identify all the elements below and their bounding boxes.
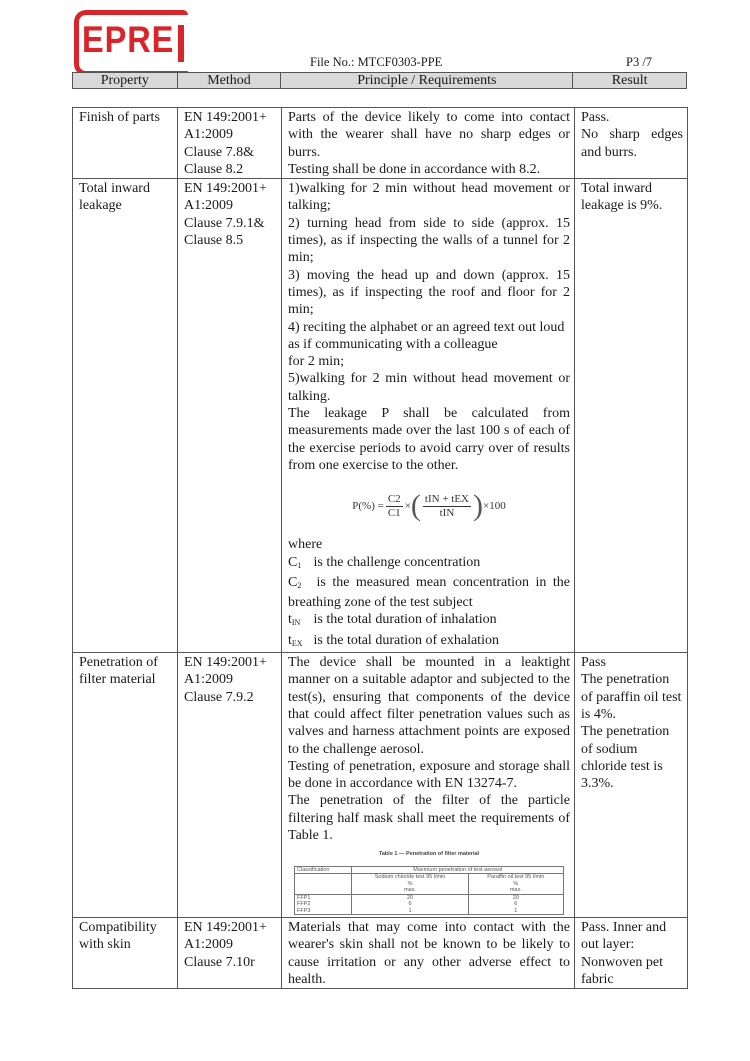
penetration-limits-table	[294, 866, 564, 916]
result-text: The penetration of sodium chloride test is 3.3%.	[581, 724, 670, 792]
table1-row	[295, 908, 564, 915]
result-text: No sharp edges and burrs.	[581, 127, 683, 160]
property-text: leakage	[79, 198, 122, 214]
table-row	[73, 108, 688, 179]
method-text: A1:2009	[184, 127, 233, 143]
definition-item	[288, 632, 570, 652]
requirement-paragraph: The device shall be mounted in a leaktight manner on a suitable adaptor and subjected to the test(s), ensuring that components of the device that could affect filter penetration values such as valves and harness attachment points are exposed to the challenge aerosol.	[288, 655, 570, 757]
table-row	[73, 918, 688, 989]
symbol-base: t	[288, 632, 292, 648]
exercise-step: 3) moving the head up and down (approx. 15 times), as if inspecting the roof and floor for 2 min;	[288, 267, 570, 318]
header-line: max.	[509, 887, 522, 894]
where-label: where	[288, 537, 323, 553]
method-text: EN 149:2001+	[184, 181, 267, 197]
exercise-step: 2) turning head from side to side (approx. 15 times), as if inspecting the walls of a tunnel for 2 min;	[288, 215, 570, 266]
table1-paraffin-value: 20	[468, 894, 563, 901]
formula-paren-close: )	[473, 489, 483, 523]
method-text: Clause 7.9.1&	[184, 215, 265, 231]
table1-subheader-row	[295, 874, 564, 895]
result-cell	[575, 108, 688, 179]
table1-paraffin-header	[468, 874, 563, 895]
exercise-step: 1)walking for 2 min without head movement or talking;	[288, 181, 570, 214]
table1-class: FFP1	[295, 894, 352, 901]
method-text: A1:2009	[184, 937, 233, 953]
table1-row	[295, 894, 564, 901]
property-text: filter material	[79, 672, 156, 688]
result-text: Pass. Inner and out layer: Nonwoven pet fabric	[581, 920, 667, 987]
method-text: Clause 7.10r	[184, 954, 255, 970]
property-text: Total inward	[79, 181, 150, 197]
definition-text: is the total duration of inhalation	[313, 612, 497, 628]
property-text: Compatibility	[79, 920, 157, 936]
formula-factor: ×100	[483, 499, 506, 512]
method-text: EN 149:2001+	[184, 110, 267, 125]
result-text: Total inward leakage is 9%.	[581, 181, 663, 214]
definition-symbol	[288, 611, 310, 631]
table1-title: Table 1 — Penetration of filter material	[378, 851, 480, 858]
requirements-cell	[282, 918, 575, 989]
column-header-requirements: Principle / Requirements	[281, 73, 573, 88]
property-text: with skin	[79, 937, 131, 953]
header-line: %	[407, 880, 413, 887]
table1-nacl-header	[352, 874, 468, 895]
table1-header-row	[295, 866, 564, 874]
result-text: Pass.	[581, 110, 610, 125]
method-text: Clause 7.8&	[184, 144, 254, 160]
method-cell	[178, 653, 282, 918]
table1-group-header: Maximum penetration of test aerosol	[352, 866, 564, 874]
table1-nacl-value: 20	[352, 894, 468, 901]
symbol-base: C	[288, 574, 298, 590]
header-line: Sodium chloride test 95 l/min	[374, 874, 446, 881]
header-line: %	[513, 880, 519, 887]
table1-empty-cell	[295, 874, 352, 895]
header-line: Paraffin oil test 95 l/min	[487, 874, 545, 881]
requirement-paragraph: Materials that may come into contact with the wearer's skin shall not be known to be likely to cause irritation or any other adverse effect to health.	[288, 920, 570, 987]
property-cell	[73, 108, 178, 179]
requirement-paragraph: The penetration of the filter of the particle filtering half mask shall meet the requirements of Table 1.	[288, 793, 570, 843]
method-text: Clause 7.9.2	[184, 689, 254, 705]
table1-nacl-value: 6	[352, 901, 468, 908]
method-text: A1:2009	[184, 672, 233, 688]
exercise-step: 5)walking for 2 min without head movement or talking.	[288, 371, 570, 404]
result-text: The penetration of paraffin oil test is 4%.	[581, 672, 682, 722]
table-row	[73, 179, 688, 653]
table1-class: FFP2	[295, 901, 352, 908]
logo-bar	[178, 25, 184, 62]
result-cell	[575, 653, 688, 918]
formula-paren-open: (	[410, 489, 421, 523]
company-logo	[74, 10, 186, 70]
definition-item	[288, 611, 570, 631]
method-text: EN 149:2001+	[184, 920, 267, 936]
file-number: File No.: MTCF0303-PPE	[310, 55, 443, 69]
requirement-paragraph: Testing of penetration, exposure and storage shall be done in accordance with EN 13274-7.	[288, 758, 570, 792]
column-header-method: Method	[178, 73, 282, 88]
property-text: Penetration of	[79, 655, 158, 671]
table1-paraffin-value: 6	[468, 901, 563, 908]
symbol-base: C	[288, 554, 298, 570]
exercise-step: for 2 min;	[288, 354, 344, 370]
result-cell	[575, 179, 688, 653]
header-line: max.	[404, 887, 416, 894]
definition-symbol	[288, 574, 310, 594]
table1-nacl-value: 1	[352, 908, 468, 915]
formula-numerator: C2	[387, 492, 401, 505]
property-cell	[73, 179, 178, 653]
symbol-subscript: 2	[297, 580, 302, 590]
requirements-cell	[282, 179, 575, 653]
property-cell	[73, 653, 178, 918]
requirement-paragraph: Parts of the device likely to come into contact with the wearer shall have no sharp edges or burrs.	[288, 110, 570, 160]
formula-denominator: C1	[387, 506, 401, 519]
symbol-subscript: IN	[291, 618, 301, 628]
requirement-paragraph: The leakage P shall be calculated from measurements made over the last 100 s of each of the exercise periods to avoid carry over of results from one exercise to the other.	[288, 406, 570, 473]
definition-symbol	[288, 554, 310, 574]
requirements-cell	[282, 653, 575, 918]
property-cell	[73, 918, 178, 989]
method-text: Clause 8.5	[184, 233, 244, 249]
page-number: P3 /7	[626, 55, 653, 69]
method-cell	[178, 108, 282, 179]
symbol-subscript: 1	[297, 560, 302, 570]
definition-symbol	[288, 632, 310, 652]
formula-times: ×	[404, 499, 411, 512]
method-text: A1:2009	[184, 198, 233, 214]
column-header-result: Result	[611, 73, 648, 88]
requirement-paragraph: Testing shall be done in accordance with 8.2.	[288, 161, 541, 177]
property-text: Finish of parts	[79, 110, 160, 125]
definition-item	[288, 554, 570, 574]
exercise-step: 4) reciting the alphabet or an agreed text out loud as if communicating with a colleague	[288, 319, 565, 352]
method-text: Clause 8.2	[184, 161, 244, 177]
definition-text: is the total duration of exhalation	[313, 632, 499, 648]
formula-duration-ratio	[423, 493, 471, 520]
formula-lhs: P(%) =	[352, 499, 384, 512]
symbol-subscript: EX	[291, 638, 303, 648]
table1-paraffin-value: 1	[468, 908, 563, 915]
formula-denominator: tIN	[439, 506, 455, 519]
method-cell	[178, 918, 282, 989]
table-row	[73, 653, 688, 918]
logo-text: EPRE	[82, 19, 175, 60]
definition-item	[288, 574, 570, 612]
leakage-formula	[288, 480, 570, 532]
table1-class: FFP3	[295, 908, 352, 915]
definition-text: is the measured mean concentration in the breathing zone of the test subject	[288, 574, 570, 611]
symbol-base: t	[288, 612, 292, 628]
formula-concentration-ratio	[386, 493, 403, 520]
test-results-table	[72, 107, 688, 989]
table1-classification-header: Classification	[295, 866, 352, 874]
result-text: Pass	[581, 655, 606, 671]
method-cell	[178, 179, 282, 653]
method-text: EN 149:2001+	[184, 655, 267, 671]
requirements-cell	[282, 108, 575, 179]
column-header-property: Property	[73, 73, 178, 88]
formula-numerator: tIN + tEX	[424, 492, 469, 505]
column-header-row	[72, 72, 687, 89]
definition-text: is the challenge concentration	[313, 554, 481, 570]
result-cell	[575, 918, 688, 989]
